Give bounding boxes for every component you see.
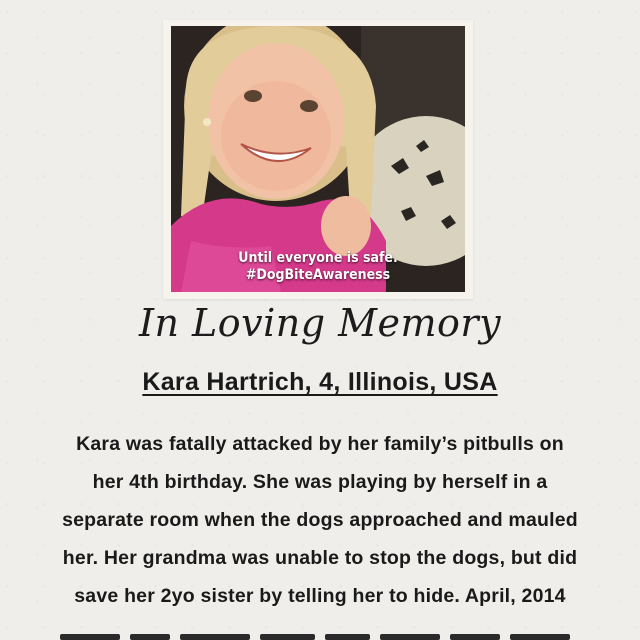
victim-name-line: Kara Hartrich, 4, Illinois, USA [142,368,498,396]
memorial-photo [171,26,465,292]
photo-caption [171,250,465,284]
story-line-2: her 4th birthday. She was playing by herself in a [92,471,548,493]
cut-off-text-line [60,630,580,640]
memorial-heading: In Loving Memory [138,301,502,345]
photo-frame [163,20,473,299]
story-line-3: separate room when the dogs approached and mauled [62,509,578,531]
story-line-4: her. Her grandma was unable to stop the dogs, but did [62,547,578,569]
story-line-1: Kara was fatally attacked by her family’s pitbulls on [76,433,564,455]
story-line-5: save her 2yo sister by telling her to hide. April, 2014 [74,585,566,607]
story-paragraph [40,425,600,615]
caption-hashtag: #DogBiteAwareness [245,267,391,283]
caption-line-1: Until everyone is safe. [238,250,398,266]
